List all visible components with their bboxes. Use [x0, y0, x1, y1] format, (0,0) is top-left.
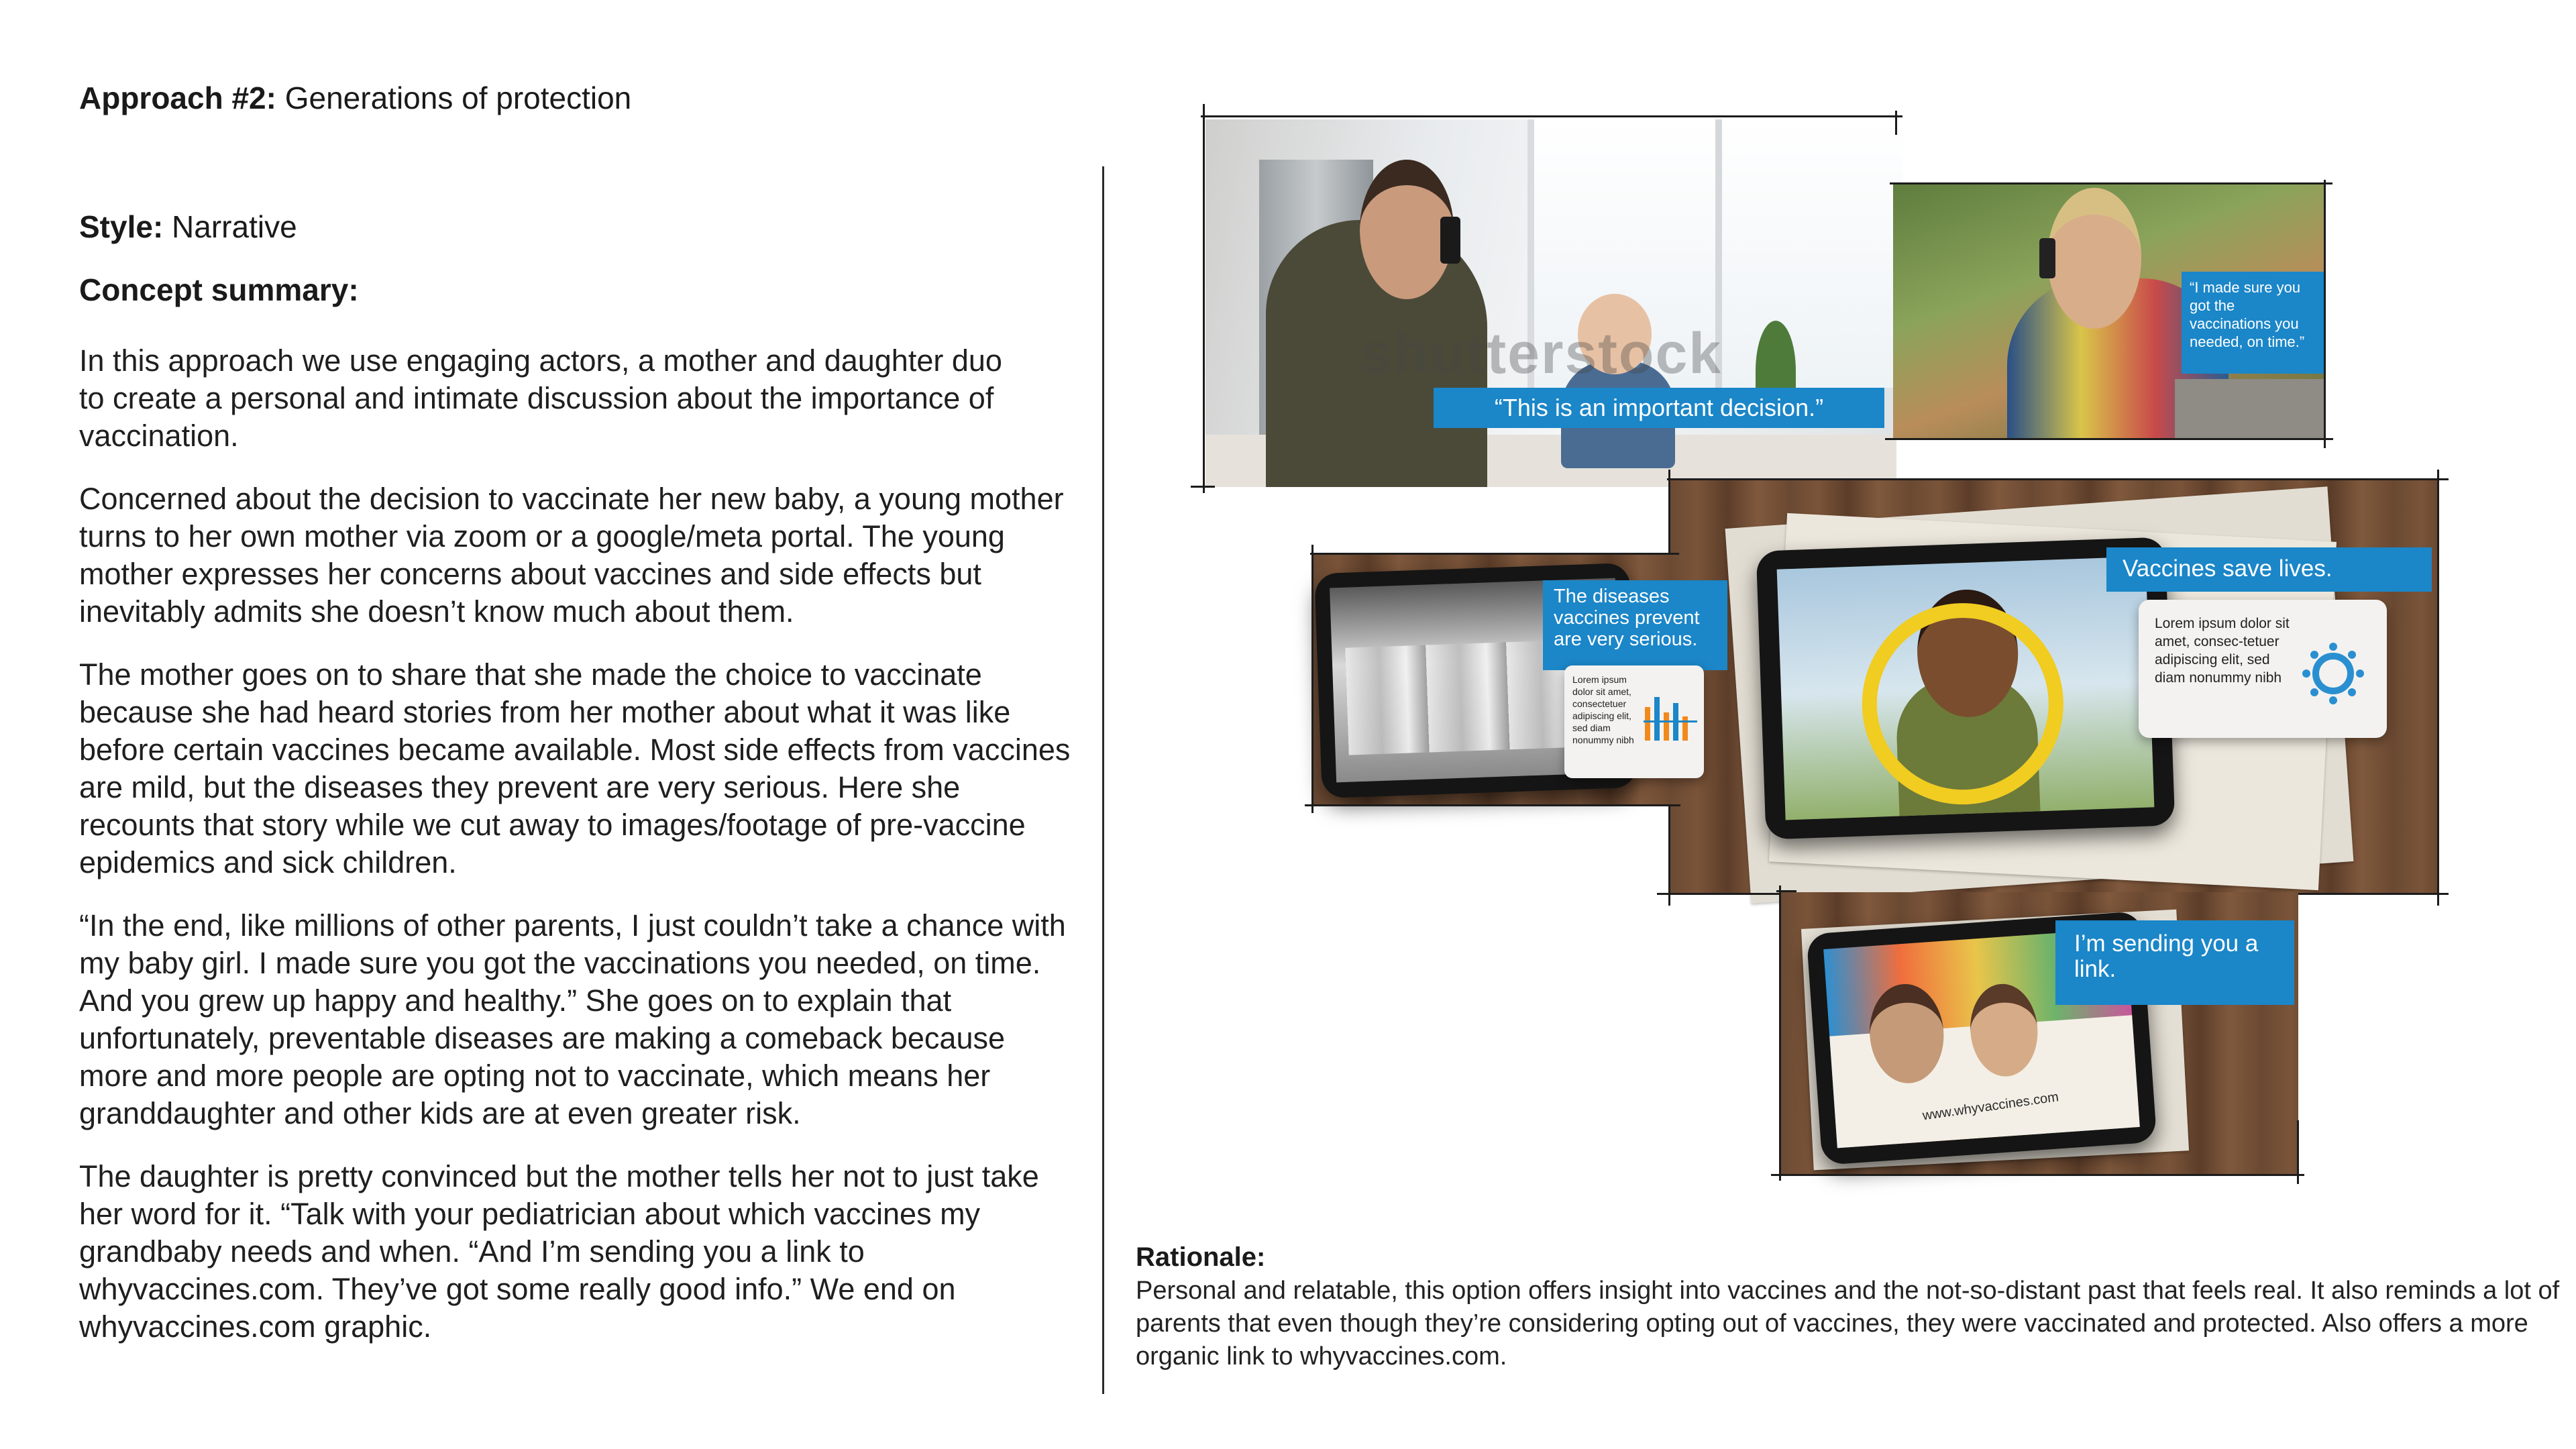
phone-icon [1440, 217, 1460, 264]
paragraph-5: The daughter is pretty convinced but the mother tells her not to just take her word for it. “Talk with your pediatrician about which vaccines my grandbaby needs and when. “And I’m sending you a link to whyvaccines.com. They’ve got some really good info.” We end on whyvaccines.com graphic. [79, 1159, 1039, 1344]
approach-title: Generations of protection [284, 80, 632, 115]
paragraph-4: “In the end, like millions of other parents, I just couldn’t take a chance with my baby girl. I made sure you got the vaccinations you needed, on time. And you grew up happy and healthy.” She goes on to explain that unfortunately, preventable diseases are making a comeback because more and more people are opting not to vaccinate, which means her granddaughter and other kids are at even greater risk. [79, 908, 1066, 1130]
frame-5-rule-left [1779, 885, 1781, 1181]
bar-chart-icon-bar-5 [1682, 716, 1688, 741]
frame-3-rule-top [1310, 553, 1679, 555]
frame-5-rule-bottom [1771, 1174, 2304, 1176]
bar-chart-icon-bar-3 [1664, 712, 1669, 741]
frame-5-caption: I’m sending you a link. [2055, 920, 2294, 1005]
approach-label: Approach #2: [79, 80, 276, 115]
grandmother-phone-icon [2039, 238, 2055, 278]
bar-chart-icon [1644, 694, 1699, 743]
frame-3-rule-left [1311, 545, 1313, 813]
frame-2-rule-top [1890, 182, 2332, 184]
tablet-screen [1777, 557, 2155, 820]
concept-summary-label: Concept summary: [79, 272, 359, 307]
rationale-label: Rationale: [1136, 1242, 1266, 1272]
rationale-text: Personal and relatable, this option offers insight into vaccines and the not-so-distant past that feels real. It also reminds a lot of parents that even though they’re considering opting out of vaccines, they were vaccinated and protected. Also offers a more organic link to whyvaccines.com. [1136, 1277, 2560, 1371]
style-line [79, 208, 297, 246]
column-divider [1102, 166, 1104, 1394]
virus-icon [2300, 640, 2367, 707]
approach-heading [79, 79, 631, 117]
frame-4-rule-right [2437, 470, 2439, 906]
frame-2-caption: “I made sure you got the vaccinations you needed, on time.” [2182, 272, 2324, 374]
frame-3-info-card [1564, 665, 1704, 778]
frame-1-rule-top [1201, 115, 1902, 117]
frame-3-rule-bottom [1305, 804, 1680, 806]
bar-chart-icon-bar-2 [1654, 697, 1660, 741]
watermark: shutterstock [1360, 321, 1723, 386]
website-url: www.whyvaccines.com [1921, 1089, 2060, 1124]
virus-icon-core [2316, 656, 2351, 691]
mother-head [1360, 160, 1454, 299]
frame-1-rule-right [1895, 111, 1897, 135]
storyboard-frame-4 [1670, 480, 2438, 895]
frame-1-rule-bottom [1191, 486, 1215, 488]
paragraph-1: In this approach we use engaging actors, a mother and daughter duo to create a personal and intimate discussion about the importance of vaccination. [79, 343, 1002, 453]
storyboard-frame-3 [1311, 555, 1700, 806]
style-label: Style: [79, 209, 164, 244]
frame-4-info-card [2139, 600, 2387, 738]
storyboard-frame-2 [1893, 184, 2326, 439]
paragraph-3: The mother goes on to share that she made the choice to vaccinate because she had heard stories from her mother about what it was like before certain vaccines became available. Most side effects from vaccines are mild, but the diseases they prevent are very serious. Here she recounts that story while we cut away to images/footage of pre-vaccine epidemics and sick children. [79, 657, 1071, 879]
virus-icon-spikes [2302, 643, 2364, 704]
frame-2-rule-right [2324, 180, 2326, 448]
frame-3-caption: The diseases vaccines prevent are very serious. [1543, 580, 1727, 670]
grandmother-head [2047, 188, 2141, 329]
paragraph-2: Concerned about the decision to vaccinate her new baby, a young mother turns to her own mother via zoom or a google/meta portal. The young mother expresses her concerns about vaccines and side effects but inevitably admits she doesn’t know much about them. [79, 482, 1064, 629]
laptop [2175, 379, 2326, 439]
storyboard-frame-1 [1205, 119, 1896, 487]
bar-chart-icon-baseline [1644, 720, 1697, 722]
frame-4-caption: Vaccines save lives. [2106, 547, 2432, 592]
style-value: Narrative [172, 209, 297, 244]
frame-3-card-text: Lorem ipsum dolor sit amet, consectetuer adipiscing elit, sed diam nonummy nibh [1572, 674, 1634, 745]
frame-2-rule-bottom [1885, 438, 2333, 440]
storyboard-frame-5 [1780, 892, 2298, 1175]
frame-1-rule-left [1203, 104, 1205, 493]
frame-1-caption: “This is an important decision.” [1434, 388, 1884, 428]
frame-4-rule-top [1667, 478, 2449, 480]
frame-4-card-text: Lorem ipsum dolor sit amet, consec-tetuer adipiscing elit, sed diam nonummy nibh [2155, 616, 2290, 686]
bar-chart-icon-bar-1 [1645, 707, 1650, 741]
